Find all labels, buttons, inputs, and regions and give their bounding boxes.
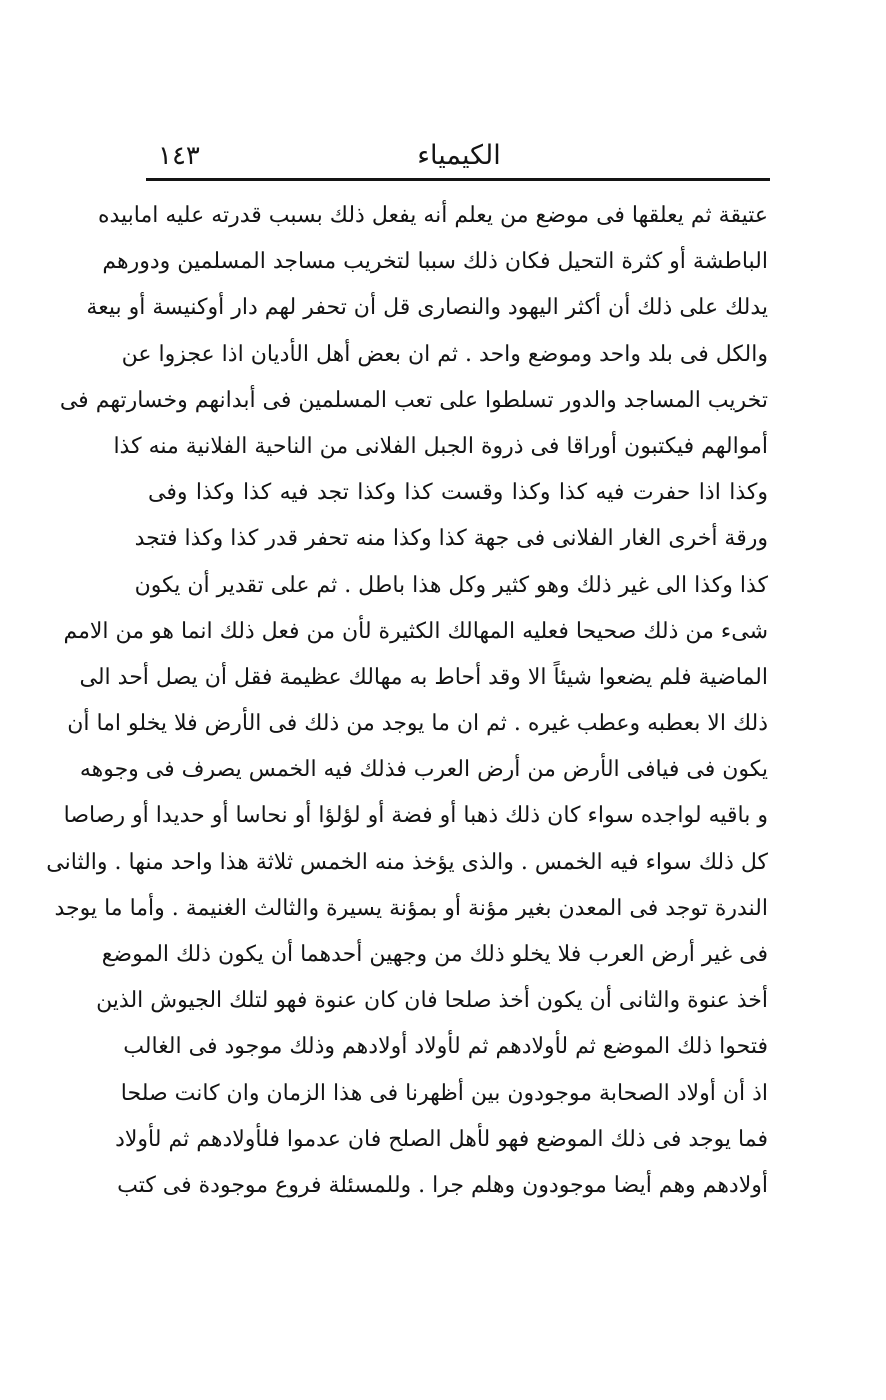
text-line: كل ذلك سواء فيه الخمس . والذى يؤخذ منه الخمس ثلاثة هذا واحد منها . والثانى — [46, 849, 768, 875]
body-text — [46, 193, 769, 1209]
text-line: فى غير أرض العرب فلا يخلو ذلك من وجهين أحدهما أن يكون ذلك الموضع — [101, 942, 768, 967]
text-line: أموالهم فيكتبون أوراقا فى ذروة الجبل الفلانى من الناحية الفلانية منه كذا — [113, 433, 768, 459]
text-line: يكون فى فيافى الأرض من أرض العرب فذلك فيه الخمس يصرف فى وجوهه — [79, 757, 768, 783]
header-rule — [146, 178, 770, 181]
text-line: ذلك الا بعطبه وعطب غيره . ثم ان ما يوجد من ذلك فى الأرض فلا يخلو اما أن — [67, 711, 768, 737]
text-line: الماضية فلم يضعوا شيئاً الا وقد أحاط به مهالك عظيمة فقل أن يصل أحد الى — [79, 664, 768, 690]
page-number: ١٤٣ — [158, 141, 200, 171]
text-line: الباطشة أو كثرة التحيل فكان ذلك سببا لتخريب مساجد المسلمين ودورهم — [102, 249, 768, 275]
text-line: وكذا اذا حفرت فيه كذا وكذا وقست كذا وكذا تجد فيه كذا وكذا وفى — [148, 480, 769, 506]
text-line: كذا وكذا الى غير ذلك وهو كثير وكل هذا باطل . ثم على تقدير أن يكون — [134, 572, 768, 598]
text-line: والكل فى بلد واحد وموضع واحد . ثم ان بعض أهل الأديان اذا عجزوا عن — [121, 341, 768, 367]
text-line: اذ أن أولاد الصحابة موجودون بين أظهرنا فى هذا الزمان وان كانت صلحا — [120, 1080, 768, 1106]
text-line: عتيقة ثم يعلقها فى موضع من يعلم أنه يفعل ذلك بسبب قدرته عليه امابيده — [97, 203, 768, 228]
text-line: و باقيه لواجده سواء كان ذلك ذهبا أو فضة أو لؤلؤا أو نحاسا أو حديدا أو رصاصا — [63, 803, 768, 829]
page-header — [148, 138, 770, 174]
text-line: شىء من ذلك صحيحا فعليه المهالك الكثيرة لأن من فعل ذلك انما هو من الامم — [63, 618, 768, 644]
text-line: أخذ عنوة والثانى أن يكون أخذ صلحا فان كان عنوة فهو لتلك الجيوش الذين — [96, 988, 768, 1014]
text-line: تخريب المساجد والدور تسلطوا على تعب المسلمين فى أبدانهم وخسارتهم فى — [59, 387, 768, 413]
text-line: فتحوا ذلك الموضع ثم لأولادهم ثم لأولاد أولادهم وذلك موجود فى الغالب — [123, 1034, 768, 1060]
text-line: يدلك على ذلك أن أكثر اليهود والنصارى قل أن تحفر لهم دار أوكنيسة أو بيعة — [86, 295, 768, 321]
text-line: ورقة أخرى الغار الفلانى فى جهة كذا وكذا منه تحفر قدر كذا وكذا فتجد — [134, 526, 768, 552]
text-line: فما يوجد فى ذلك الموضع فهو لأهل الصلح فان عدموا فلأولادهم ثم لأولاد — [115, 1126, 768, 1152]
text-line: الندرة توجد فى المعدن بغير مؤنة أو بمؤنة يسيرة والثالث الغنيمة . وأما ما يوجد — [54, 895, 768, 921]
running-title: الكيمياء — [417, 140, 501, 171]
text-line: أولادهم وهم أيضا موجودون وهلم جرا . وللمسئلة فروع موجودة فى كتب — [117, 1172, 768, 1198]
